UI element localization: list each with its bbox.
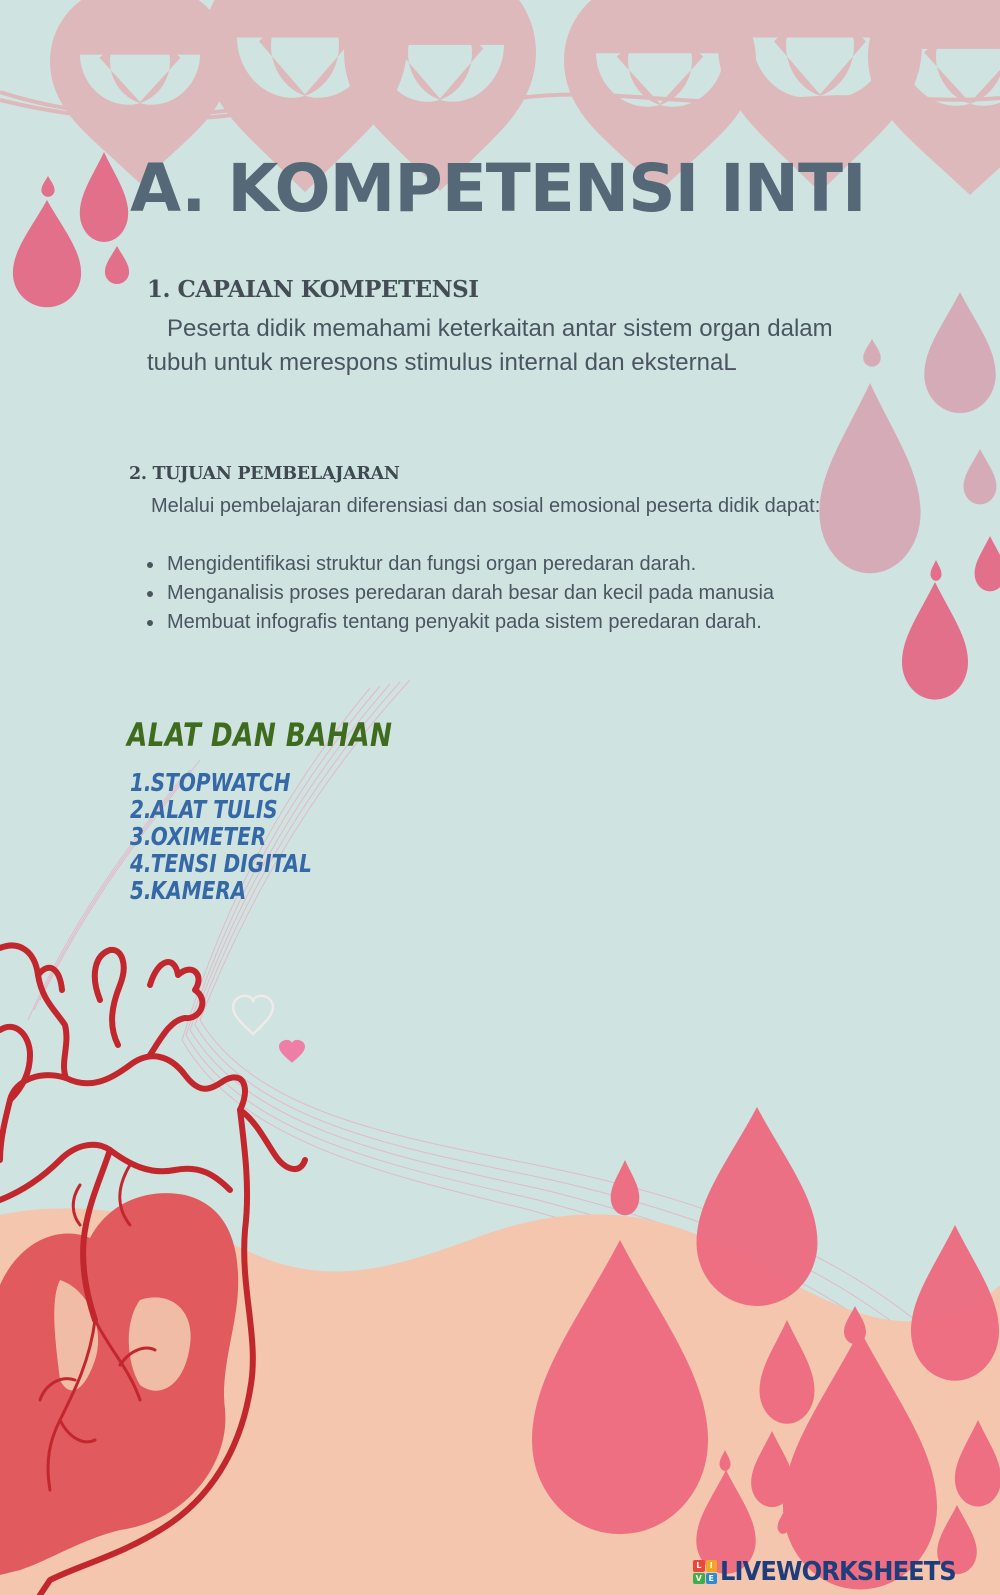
tujuan-intro: Melalui pembelajaran diferensiasi dan sosial emosional peserta didik dapat:: [151, 495, 821, 517]
blood-drop-icon: [819, 292, 996, 573]
list-number: 4.: [130, 849, 152, 878]
list-item: [130, 796, 312, 823]
list-item-label: STOPWATCH: [150, 768, 291, 797]
brand-name: LIVEWORKSHEETS: [720, 1557, 956, 1587]
list-number: 2.: [130, 795, 152, 824]
heart-garland-icon: [0, 26, 1000, 120]
list-item-label: ALAT TULIS: [150, 795, 278, 824]
list-item-label: KAMERA: [150, 876, 247, 905]
section-heading-capaian: 1. CAPAIAN KOMPETENSI: [147, 276, 479, 303]
list-item: [130, 877, 312, 904]
list-number: 5.: [130, 876, 152, 905]
page-title: A. KOMPETENSI INTI: [130, 150, 866, 227]
liveworksheets-brand[interactable]: [693, 1556, 974, 1588]
list-number: 1.: [130, 768, 152, 797]
capaian-text: Peserta didik memahami keterkaitan antar sistem organ dalam tubuh untuk merespons stimulus internal dan eksternaL: [147, 315, 833, 376]
list-item: [130, 823, 312, 850]
heart-icon: [279, 1040, 305, 1063]
section-heading-tujuan: 2. TUJUAN PEMBELAJARAN: [129, 464, 400, 484]
list-item-label: OXIMETER: [150, 822, 267, 851]
heart-outline-icon: [233, 996, 273, 1034]
blood-drop-icon: [13, 152, 129, 307]
list-number: 3.: [130, 822, 152, 851]
list-item: [130, 850, 312, 877]
list-item: • Membuat infografis tentang penyakit pada sistem peredaran darah.: [165, 608, 885, 637]
list-item-label: TENSI DIGITAL: [150, 849, 312, 878]
tools-heading: ALAT DAN BAHAN: [127, 716, 393, 754]
blood-drop-icon: [902, 536, 1000, 700]
tujuan-list: [129, 550, 885, 637]
tools-list: [130, 769, 312, 904]
list-item: • Mengidentifikasi struktur dan fungsi organ peredaran darah.: [165, 550, 885, 579]
list-item: • Menganalisis proses peredaran darah besar dan kecil pada manusia: [165, 579, 885, 608]
list-item: [130, 769, 312, 796]
liveworksheets-logo-icon: L I V E: [693, 1560, 717, 1584]
